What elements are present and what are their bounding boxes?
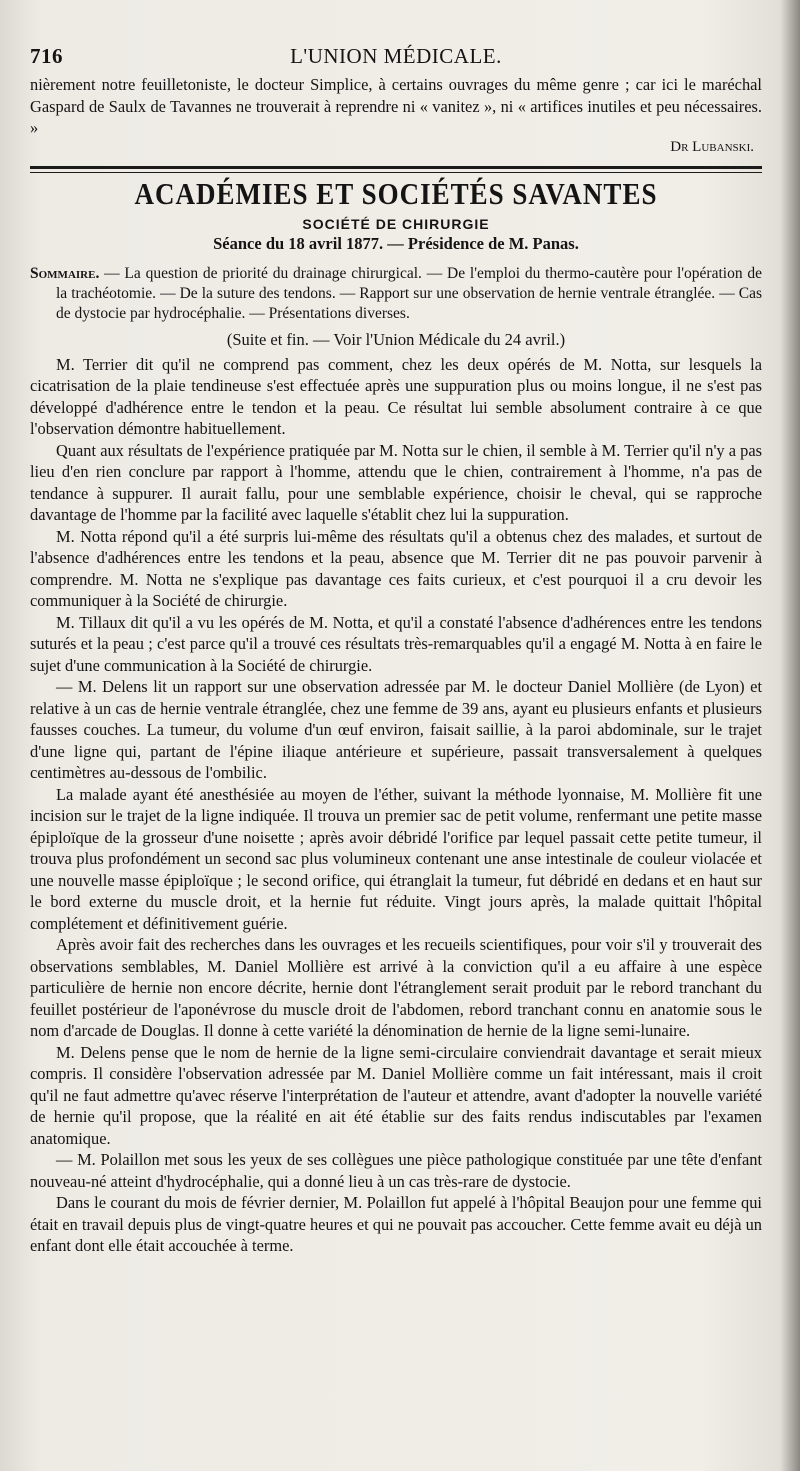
section-divider — [30, 166, 762, 173]
running-head — [30, 40, 762, 74]
running-title: L'UNION MÉDICALE. — [290, 44, 502, 68]
paragraph: M. Notta répond qu'il a été surpris lui-même des résultats qu'il a obtenus chez des malades, et surtout de l'absence d'adhérences entre les tendons et la peau, absence que M. Terrier dit ne pas pouvoir parvenir à comprendre. M. Notta ne s'explique pas davantage ces faits curieux, et c'est pourquoi il a cru devoir les communiquer à la Société de chirurgie. — [30, 526, 762, 610]
page-number: 716 — [30, 44, 63, 68]
session-line: Séance du 18 avril 1877. — Présidence de M. Panas. — [213, 233, 579, 253]
paragraph: Après avoir fait des recherches dans les ouvrages et les recueils scientifiques, pour voir s'il y trouverait des observations semblables, M. Daniel Mollière est arrivé à la conviction qu'il a eu affaire à une espèce particulière de hernie non encore décrite, hernie dont l'étranglement serait produit par le rebord tranchant du feuillet postérieur de l'aponévrose du muscle droit de l'abdomen, rebord tranchant connu en anatomie sous le nom d'arcade de Douglas. Il donne à cette variété la dénomination de hernie de la ligne semi-lunaire. — [30, 935, 762, 1040]
author-signature: Dr Lubanski. — [670, 138, 754, 155]
summary-text: — La question de priorité du drainage chirurgical. — De l'emploi du thermo-cautère pour l'opération de la trachéotomie. — De la suture des tendons. — Rapport sur une observation de hernie ventrale étranglée. — Cas de dystocie par hydrocéphalie. — Présentations diverses. — [56, 264, 762, 322]
paragraph: Dans le courant du mois de février dernier, M. Polaillon fut appelé à l'hôpital Beaujon pour une femme qui était en travail depuis plus de vingt-quatre heures et qui ne pouvait pas accoucher. Cette femme avait eu déjà un enfant dont elle était accouchée à terme. — [30, 1193, 762, 1255]
summary-label: Sommaire. — [30, 264, 100, 282]
paragraph: Quant aux résultats de l'expérience pratiquée par M. Notta sur le chien, il semble à M. Terrier qu'il n'y a pas lieu d'en rien conclure par rapport à l'homme, attendu que le chien, contrairement à l'homme, n'a pas de tendance à suppurer. Il aurait fallu, pour une semblable expérience, choisir le cheval, qui se rapproche davantage de l'homme par la facilité avec laquelle s'établit chez lui la suppuration. — [30, 440, 762, 524]
paragraph: — M. Delens lit un rapport sur une observation adressée par M. le docteur Daniel Mollière (de Lyon) et relative à un cas de hernie ventrale étranglée, chez une femme de 39 ans, ayant eu plusieurs enfants et plusieurs fausses couches. La tumeur, du volume d'un œuf environ, faisait saillie, à la paroi abdominale, sur le trajet d'une ligne qui, partant de l'épine iliaque antérieure et supérieure, passait transversalement à quelques centimètres au-dessous de l'ombilic. — [30, 677, 762, 782]
feuilleton-ending: nièrement notre feuilletoniste, le docteur Simplice, à certains ouvrages du même genre ; car ici le maréchal Gaspard de Saulx de Tavannes ne trouverait à reprendre ni « vanitez », ni « artifices inutiles et peu nécessaires. » — [30, 75, 762, 137]
continuation-note: (Suite et fin. — Voir l'Union Médicale du 24 avril.) — [226, 329, 566, 349]
paragraph: M. Terrier dit qu'il ne comprend pas comment, chez les deux opérés de M. Notta, sur lesquels la cicatrisation de la plaie tendineuse s'est effectuée après une suppuration plus ou moins longue, il ne s'est pas développé d'adhérence entre le tendon et la peau. Ce résultat lui semble absolument contraire à ce que l'observation démontre habituellement. — [30, 354, 762, 438]
paragraph: M. Delens pense que le nom de hernie de la ligne semi-circulaire conviendrait davantage et serait mieux compris. Il considère l'observation adressée par M. Daniel Mollière comme un fait intéressant, mais il croit qu'il ne faut admettre qu'avec réserve l'interprétation de l'auteur et attendre, avant d'adopter la nouvelle variété de hernie qu'il propose, que la réalité en ait été établie sur des faits rendus indiscutables par l'examen anatomique. — [30, 1042, 762, 1148]
paragraph: — M. Polaillon met sous les yeux de ses collègues une pièce pathologique constituée par une tête d'enfant nouveau-né atteint d'hydrocéphalie, qui a donné lieu à un cas très-rare de dystocie. — [30, 1150, 762, 1191]
paragraph: M. Tillaux dit qu'il a vu les opérés de M. Notta, et qu'il a constaté l'absence d'adhérences entre les tendons suturés et la peau ; c'est parce qu'il a trouvé ces résultats très-remarquables qu'il a engagé M. Notta à en faire le sujet d'une communication à la Société de chirurgie. — [30, 612, 762, 675]
paragraph: La malade ayant été anesthésiée au moyen de l'éther, suivant la méthode lyonnaise, M. Mollière fit une incision sur le trajet de la ligne indiquée. Il trouva un premier sac de petit volume, renfermant une petite masse épiploïque de la grosseur d'une noisette ; après avoir débridé l'orifice par lequel passait cette petite tumeur, il trouva plus profondément un second sac plus volumineux contenant une anse intestinale de couleur violacée et une nouvelle masse épiploïque ; le second orifice, qui étranglait la tumeur, fut débridé en dedans et en haut sur le bord externe du muscle droit, et la hernie fut réduite. Vingt jours après, la malade quittait l'hôpital complétement et définitivement guérie. — [30, 784, 762, 933]
section-title: ACADÉMIES ET SOCIÉTÉS SAVANTES — [134, 176, 658, 211]
society-name: SOCIÉTÉ DE CHIRURGIE — [302, 215, 490, 232]
summary — [30, 264, 762, 324]
